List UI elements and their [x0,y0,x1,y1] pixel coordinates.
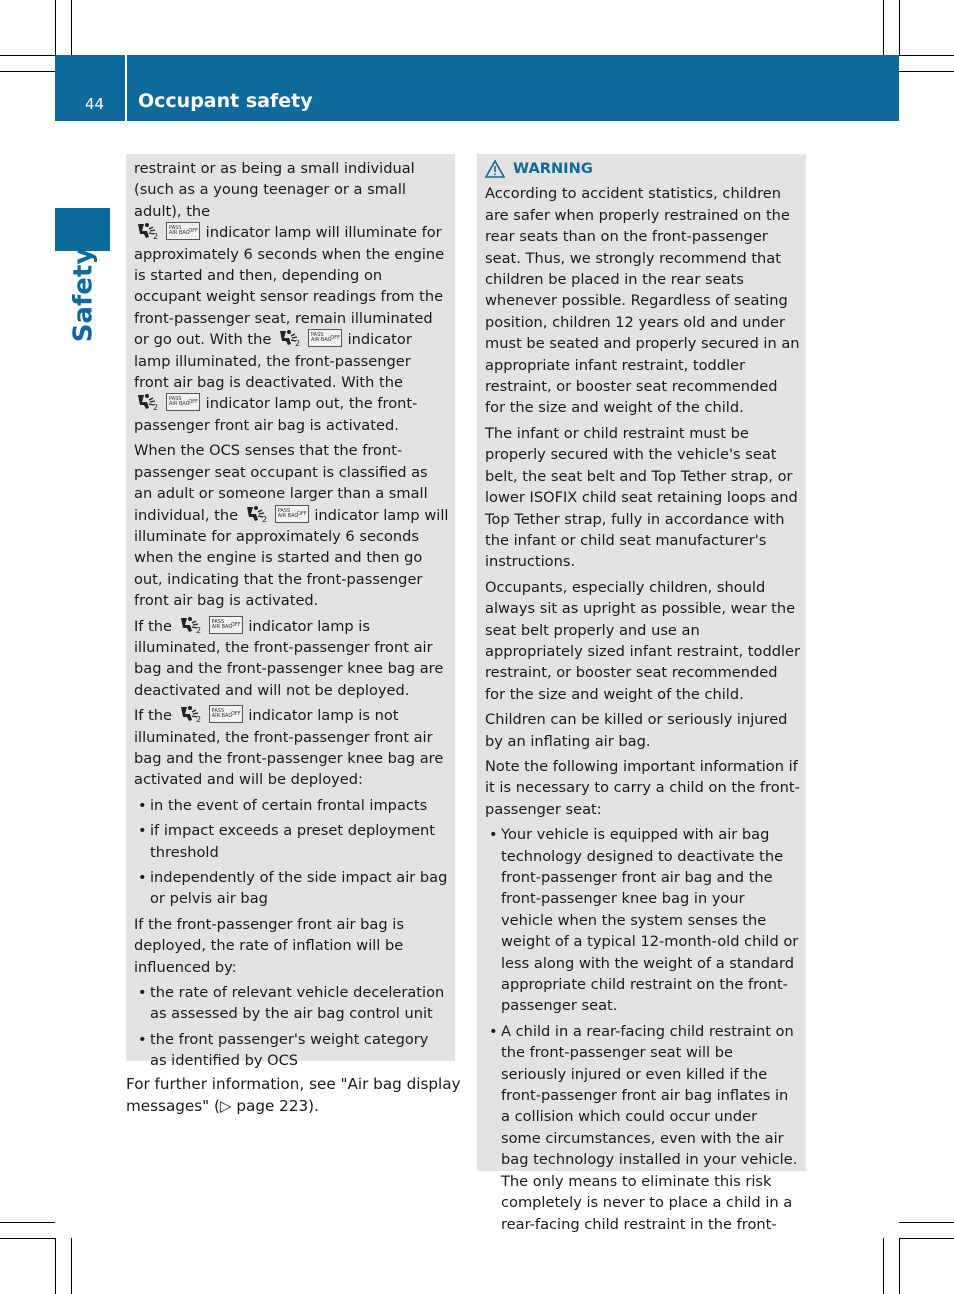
warning-label: WARNING [513,160,593,177]
list-item: • Your vehicle is equipped with air bag technology designed to deactivate the front-passenger front air bag and the front-passenger knee bag in your vehicle when the system senses the weight of a typical 12-month-old child or less along with the weight of a standard appropriate child restraint on the front-passenger seat. [485,824,800,1017]
pass-airbag-off-indicator [178,616,243,634]
text: indicator lamp will illuminate for approximately 6 seconds when the engine is started and then go out, indicating that the front-passenger front air bag is activated. [134,506,449,610]
crop-mark [899,1238,900,1294]
paragraph [134,440,449,611]
bullet-list [134,982,449,1072]
crop-mark [71,0,72,55]
paragraph [134,705,449,791]
further-info-text: For further information, see "Air bag display messages" (▷ page 223). [126,1075,461,1115]
paragraph [134,158,449,436]
pass-airbag-off-indicator [135,222,200,240]
svg-text:2: 2 [195,715,201,724]
left-info-box [126,154,455,1070]
crop-mark [899,1238,954,1239]
child-seat-icon [277,329,305,347]
svg-text:2: 2 [153,232,159,241]
list-item: • the front passenger's weight category as identified by OCS [134,1029,449,1072]
child-seat-icon [178,705,206,723]
child-seat-icon [244,505,272,523]
crop-mark [899,1222,954,1223]
airbag-off-icon: PASS AIR BAG OFF [308,329,342,347]
text: indicator lamp is not illuminated, the front-passenger front air bag and the front-passenger knee bag are activated and will be deployed: [134,707,444,789]
child-seat-icon [135,393,163,411]
airbag-off-icon: PASS AIR BAG OFF [209,705,243,723]
svg-text:2: 2 [261,514,267,523]
crop-mark [55,0,56,55]
text: indicator lamp will illuminate for approximately 6 seconds when the engine is started and then, depending on occupant weight sensor readings from the front-passenger seat, remain illuminated or go out. With the [134,224,445,349]
warning-triangle-icon [485,160,505,178]
crop-mark [0,1238,55,1239]
list-item: • independently of the side impact air bag or pelvis air bag [134,867,449,910]
side-tab-label [58,247,108,343]
paragraph: Note the following important information if it is necessary to carry a child on the front-passenger seat: [485,757,800,818]
crop-mark [55,1238,56,1294]
text: indicator lamp illuminated, the front-passenger front air bag is deactivated. With the [134,331,412,392]
crop-mark [0,55,55,56]
crop-mark [883,0,884,55]
warning-box [477,154,806,1233]
paragraph [134,616,449,702]
paragraph: Occupants, especially children, should always sit as upright as possible, wear the seat belt properly and use an appropriately sized infant restraint, toddler restraint, or booster seat recommended for the size and weight of the child. [485,578,801,703]
page-header [55,55,899,121]
text: If the [134,707,173,725]
bullet-list [485,824,800,1235]
crop-mark [883,1238,884,1294]
crop-mark [899,0,900,55]
list-item: • if impact exceeds a preset deployment threshold [134,820,449,863]
list-item: • A child in a rear-facing child restraint on the front-passenger seat will be seriously injured or even killed if the front-passenger front air bag inflates in a collision which could occur under some circumstances, even with the air bag technology installed in your vehicle. The only means to eliminate this risk completely is never to place a child in a rear-facing child restraint in the front- [485,1021,800,1235]
crop-mark [899,55,954,56]
child-seat-icon [178,616,206,634]
text: indicator lamp is illuminated, the front-passenger front air bag and the front-passenger knee bag are deactivated and will not be deployed. [134,617,444,699]
crop-mark [71,1238,72,1294]
svg-text:2: 2 [195,625,201,634]
text: If the [134,617,173,635]
paragraph: If the front-passenger front air bag is deployed, the rate of inflation will be influenced by: [134,915,404,976]
child-seat-icon [135,222,163,240]
pass-airbag-off-indicator [244,505,309,523]
list-item: • the rate of relevant vehicle deceleration as assessed by the air bag control unit [134,982,449,1025]
paragraph: Children can be killed or seriously injured by an inflating air bag. [485,711,788,750]
paragraph: According to accident statistics, children are safer when properly restrained on the rear seats than on the front-passenger seat. Thus, we strongly recommend that children be placed in the rear seats whenever possible. Regardless of seating position, children 12 years old and under must be seated and properly secured in an appropriate infant restraint, toddler restraint, or booster seat recommended for the size and weight of the child. [485,185,800,417]
pass-airbag-off-indicator [277,329,342,347]
header-divider [125,55,127,121]
page-number: 44 [85,95,105,113]
airbag-off-icon: PASS AIR BAG OFF [275,505,309,523]
crop-mark [0,1222,55,1223]
svg-text:2: 2 [153,403,159,412]
svg-text:2: 2 [294,339,301,348]
text: indicator lamp out, the front-passenger front air bag is activated. [134,395,418,434]
paragraph: The infant or child restraint must be properly secured with the vehicle's seat belt, the seat belt and Top Tether strap, or lower ISOFIX child seat retaining loops and Top Tether strap, fully in accordance with the infant or child seat manufacturer's instructions. [485,424,798,571]
crop-mark [0,71,55,72]
list-item: • in the event of certain frontal impacts [134,795,449,816]
warning-heading [485,158,800,179]
text: restraint or as being a small individual (such as a young teenager or a small adult), the [134,160,415,220]
side-tab-marker [55,208,110,251]
airbag-off-icon: PASS AIR BAG OFF [209,616,243,634]
bullet-list [134,795,449,910]
airbag-off-icon: PASS AIR BAG OFF [166,393,200,411]
text: When the OCS senses that the front-passenger seat occupant is classified as an adult or someone larger than a small individual, the [134,442,428,524]
pass-airbag-off-indicator [135,393,200,411]
page-title: Occupant safety [138,90,313,112]
pass-airbag-off-indicator [178,705,243,723]
airbag-off-icon: PASS AIR BAG OFF [166,222,200,240]
crop-mark [899,71,954,72]
side-tab-text: Safety [68,247,98,343]
